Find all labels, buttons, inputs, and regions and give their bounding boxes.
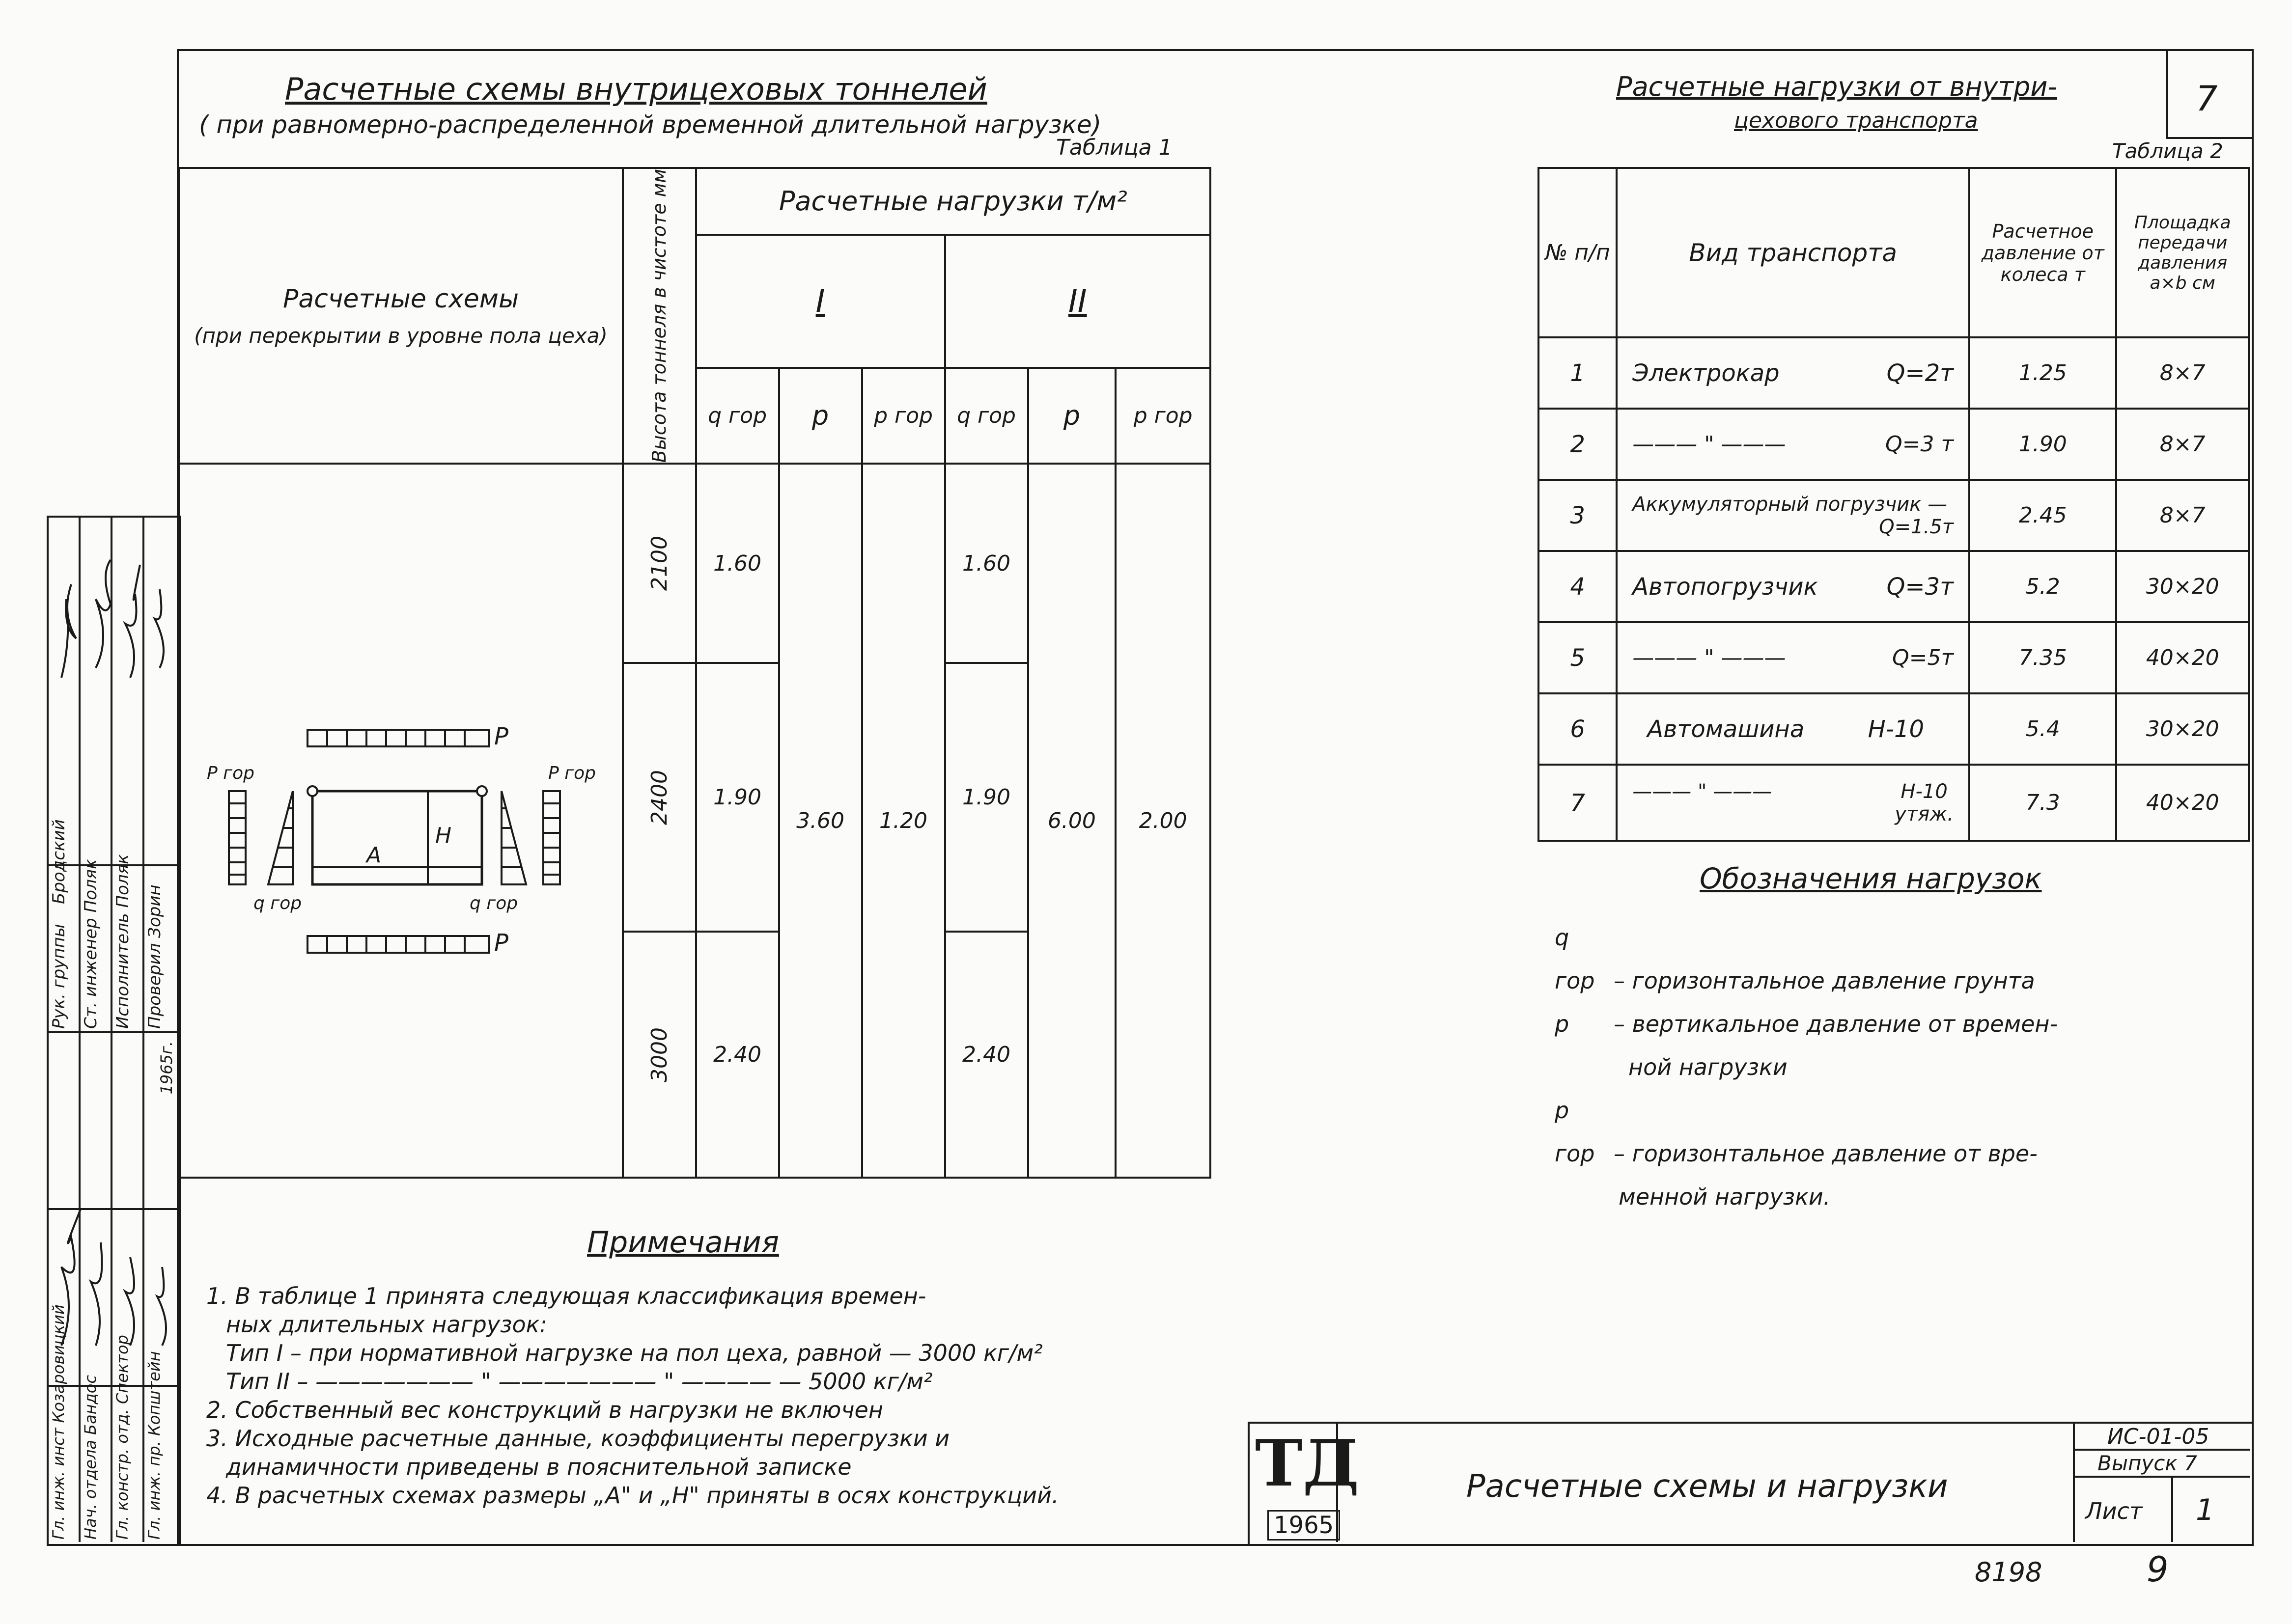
note-line: 4. В расчетных схемах размеры „A" и „H" приняты в осях конструкций. bbox=[206, 1482, 1059, 1509]
legend-block bbox=[1555, 916, 2058, 1218]
q2-3000: 2.40 bbox=[945, 932, 1028, 1178]
row-type bbox=[1617, 551, 1969, 622]
table2 bbox=[1537, 167, 2250, 842]
header-height-label: Высота тоннеля в чистоте мм bbox=[648, 169, 671, 463]
row-type-name: ——— " ——— bbox=[1632, 645, 1786, 670]
table1-title: Расчетные схемы внутрицеховых тоннелей bbox=[285, 71, 987, 107]
stamp-role: Гл. инж. пр. bbox=[145, 1441, 164, 1540]
group-1: I bbox=[696, 235, 945, 368]
row-pressure: 2.45 bbox=[1969, 480, 2116, 551]
row-pressure: 7.35 bbox=[1969, 622, 2116, 693]
sheet-label: Лист bbox=[2085, 1498, 2143, 1524]
note-line: 1. В таблице 1 принята следующая классификация времен- bbox=[206, 1283, 926, 1309]
stamp-role: Проверил bbox=[145, 943, 165, 1029]
row-pressure: 7.3 bbox=[1969, 765, 2116, 841]
header-no: № п/п bbox=[1538, 168, 1617, 337]
stamp-role: Ст. инженер bbox=[81, 918, 101, 1029]
q1-3000: 2.40 bbox=[696, 932, 779, 1178]
header-height bbox=[623, 168, 696, 464]
logo-year: 1965 bbox=[1267, 1510, 1340, 1541]
row-type-q: H-10 утяж. bbox=[1895, 780, 1954, 826]
col-q2: q гор bbox=[945, 368, 1028, 464]
diagram-q-right: q гор bbox=[470, 893, 518, 914]
row-area: 8×7 bbox=[2116, 337, 2249, 409]
row-type-name: ——— " ——— bbox=[1632, 432, 1786, 457]
diagram-a: A bbox=[366, 843, 382, 868]
stamp-role: Гл. инж. инст bbox=[49, 1428, 68, 1540]
height-2400 bbox=[623, 663, 696, 932]
legend-item bbox=[1555, 1175, 2058, 1218]
note-line: динамичности приведены в пояснительной записке bbox=[226, 1454, 852, 1480]
row-area: 40×20 bbox=[2116, 765, 2249, 841]
row-type-q: Q=3 т bbox=[1885, 432, 1954, 457]
legend-symbol: p гор bbox=[1555, 1097, 1595, 1167]
sheet-title: Расчетные схемы и нагрузки bbox=[1466, 1468, 1948, 1505]
height-2100 bbox=[623, 464, 696, 663]
row-no: 7 bbox=[1538, 765, 1617, 841]
note-line: 2. Собственный вес конструкций в нагрузки не включен bbox=[206, 1397, 883, 1423]
legend-text: – горизонтальное давление от вре- bbox=[1614, 1140, 2038, 1167]
sheet-number: 7 bbox=[2196, 79, 2218, 119]
legend-item bbox=[1555, 916, 2058, 1002]
table2-title-2: цехового транспорта bbox=[1734, 108, 1978, 133]
height-2100-label: 2100 bbox=[646, 536, 672, 591]
col-p2: p bbox=[1028, 368, 1116, 464]
row-type bbox=[1617, 337, 1969, 409]
row-no: 4 bbox=[1538, 551, 1617, 622]
row-no: 6 bbox=[1538, 693, 1617, 765]
legend-text: менной нагрузки. bbox=[1619, 1184, 1831, 1210]
diagram-q-left: q гор bbox=[253, 893, 302, 914]
row-type-name: ——— " ——— bbox=[1632, 780, 1772, 803]
header-schemes bbox=[179, 168, 623, 464]
row-no: 5 bbox=[1538, 622, 1617, 693]
col-p1: p bbox=[779, 368, 862, 464]
header-pressure: Расчетное давление от колеса т bbox=[1969, 168, 2116, 337]
issue-number: Выпуск 7 bbox=[2097, 1451, 2197, 1475]
stamp-name: Поляк bbox=[81, 859, 101, 913]
stamp-name: Поляк bbox=[113, 854, 133, 908]
p1-value: 3.60 bbox=[779, 464, 862, 1178]
header-area: Площадка передачи давления a×b см bbox=[2116, 168, 2249, 337]
footer-number: 8198 bbox=[1975, 1557, 2042, 1588]
row-area: 8×7 bbox=[2116, 409, 2249, 480]
stamp-name: Спектор bbox=[113, 1335, 132, 1404]
stamp-role: Исполнитель bbox=[113, 913, 133, 1029]
tunnel-scheme-diagram bbox=[180, 465, 622, 1177]
row-type bbox=[1617, 622, 1969, 693]
row-type-q: H-10 bbox=[1868, 715, 1925, 743]
row-type-name: Электрокар bbox=[1632, 359, 1780, 387]
stamp-name: Зорин bbox=[145, 884, 165, 938]
row-area: 30×20 bbox=[2116, 551, 2249, 622]
diagram-pgor-left: P гор bbox=[207, 763, 254, 784]
height-3000 bbox=[623, 932, 696, 1178]
pg1-value: 1.20 bbox=[862, 464, 945, 1178]
row-type-name: Автопогрузчик bbox=[1632, 573, 1818, 601]
doc-code: ИС-01-05 bbox=[2107, 1424, 2209, 1449]
logo: ТД bbox=[1255, 1426, 1360, 1501]
q2-2400: 1.90 bbox=[945, 663, 1028, 932]
stamp-name: Бродский bbox=[49, 819, 69, 904]
note-line: Тип II – ——————— " ——————— " ———— — 5000 кг/м² bbox=[226, 1368, 933, 1395]
legend-item bbox=[1555, 1089, 2058, 1175]
legend-text: ной нагрузки bbox=[1628, 1054, 1788, 1080]
q1-2400: 1.90 bbox=[696, 663, 779, 932]
row-type-name: Автомашина bbox=[1647, 715, 1805, 743]
row-area: 30×20 bbox=[2116, 693, 2249, 765]
legend-text: – вертикальное давление от времен- bbox=[1614, 1011, 2058, 1037]
stamp-name: Козаровицкий bbox=[49, 1304, 68, 1423]
legend-symbol: q гор bbox=[1555, 924, 1595, 994]
note-line: Тип I – при нормативной нагрузке на пол цеха, равной — 3000 кг/м² bbox=[226, 1340, 1043, 1366]
notes-title: Примечания bbox=[587, 1225, 779, 1260]
row-type bbox=[1617, 480, 1969, 551]
footer-page: 9 bbox=[2147, 1549, 2169, 1590]
row-type-q: Q=2т bbox=[1886, 359, 1954, 387]
q1-2100: 1.60 bbox=[696, 464, 779, 663]
col-pg2: p гор bbox=[1116, 368, 1210, 464]
pg2-value: 2.00 bbox=[1116, 464, 1210, 1178]
row-type bbox=[1617, 765, 1969, 841]
stamp-year-text: 1965г. bbox=[157, 1041, 176, 1095]
row-pressure: 5.2 bbox=[1969, 551, 2116, 622]
group-2: II bbox=[945, 235, 1210, 368]
stamp-role: Нач. отдела bbox=[81, 1439, 100, 1540]
sheet-value: 1 bbox=[2196, 1493, 2215, 1527]
diagram-p-bottom: P bbox=[494, 929, 508, 957]
legend-text: – горизонтальное давление грунта bbox=[1614, 967, 2035, 994]
table2-label: Таблица 2 bbox=[2112, 139, 2223, 163]
diagram-pgor-right: P гор bbox=[548, 763, 596, 784]
note-line: ных длительных нагрузок: bbox=[226, 1311, 547, 1338]
table1-subtitle: ( при равномерно-распределенной временной длительной нагрузке) bbox=[199, 110, 1102, 139]
table1 bbox=[178, 167, 1211, 1179]
notes-block bbox=[206, 1282, 1059, 1510]
signatures bbox=[47, 521, 177, 1355]
legend-title: Обозначения нагрузок bbox=[1700, 862, 2042, 895]
row-type bbox=[1617, 693, 1969, 765]
diagram-p-top: P bbox=[494, 723, 508, 751]
row-area: 40×20 bbox=[2116, 622, 2249, 693]
legend-symbol: p bbox=[1555, 1011, 1569, 1037]
col-q1: q гор bbox=[696, 368, 779, 464]
row-pressure: 1.25 bbox=[1969, 337, 2116, 409]
stamp-name: Копштейн bbox=[145, 1351, 164, 1436]
legend-item bbox=[1555, 1002, 2058, 1046]
header-loads: Расчетные нагрузки т/м² bbox=[696, 168, 1210, 235]
scheme-diagram-cell bbox=[179, 464, 623, 1178]
p2-value: 6.00 bbox=[1028, 464, 1116, 1178]
row-type-q: Q=3т bbox=[1886, 573, 1954, 601]
stamp-role: Рук. группы bbox=[49, 924, 69, 1029]
diagram-h: H bbox=[435, 823, 452, 849]
header-schemes-label: Расчетные схемы bbox=[282, 284, 519, 314]
header-schemes-note: (при перекрытии в уровне пола цеха) bbox=[194, 323, 608, 348]
row-type bbox=[1617, 409, 1969, 480]
row-type-q: Q=1.5т bbox=[1879, 515, 1954, 538]
row-no: 1 bbox=[1538, 337, 1617, 409]
row-no: 3 bbox=[1538, 480, 1617, 551]
table1-label: Таблица 1 bbox=[1056, 135, 1173, 160]
row-type-q: Q=5т bbox=[1892, 645, 1954, 670]
note-line: 3. Исходные расчетные данные, коэффициенты перегрузки и bbox=[206, 1425, 950, 1452]
row-pressure: 5.4 bbox=[1969, 693, 2116, 765]
col-pg1: p гор bbox=[862, 368, 945, 464]
height-2400-label: 2400 bbox=[646, 770, 672, 825]
height-3000-label: 3000 bbox=[646, 1027, 672, 1082]
row-pressure: 1.90 bbox=[1969, 409, 2116, 480]
row-no: 2 bbox=[1538, 409, 1617, 480]
table2-title: Расчетные нагрузки от внутри- bbox=[1616, 71, 2057, 102]
stamp-role: Гл. констр. отд. bbox=[113, 1409, 132, 1540]
q2-2100: 1.60 bbox=[945, 464, 1028, 663]
stamp-name: Бандос bbox=[81, 1375, 100, 1435]
row-type-name: Аккумуляторный погрузчик — bbox=[1632, 493, 1948, 516]
header-type: Вид транспорта bbox=[1617, 168, 1969, 337]
row-area: 8×7 bbox=[2116, 480, 2249, 551]
legend-item bbox=[1555, 1046, 2058, 1089]
